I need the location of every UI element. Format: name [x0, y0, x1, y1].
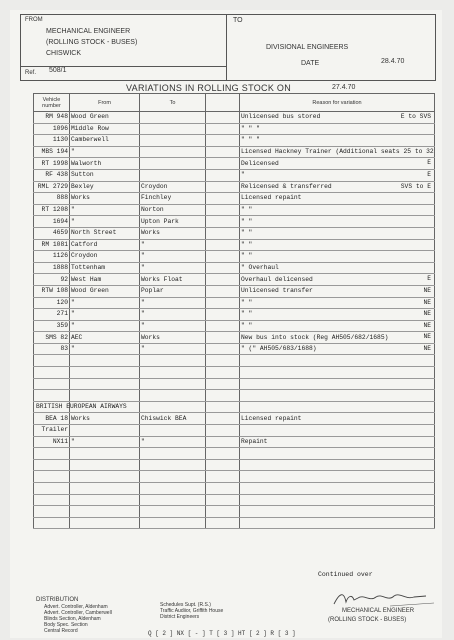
- table-row: [34, 343, 435, 355]
- from-line-3: CHISWICK: [46, 50, 81, 57]
- from-cell: [70, 506, 140, 518]
- to-cell: Works: [140, 227, 206, 239]
- table-row: [34, 494, 435, 506]
- reason-cell: " " ": [240, 123, 435, 135]
- vehicle-cell: BRITISH EUROPEAN AIRWAYS: [34, 401, 70, 413]
- to-cell: [140, 169, 206, 181]
- from-cell: [70, 471, 140, 483]
- col-from-header: From: [70, 94, 140, 112]
- col-to-header: To: [140, 94, 206, 112]
- blank-cell: [206, 425, 240, 437]
- to-cell: [140, 390, 206, 402]
- blank-cell: [206, 239, 240, 251]
- table-row: [34, 135, 435, 147]
- blank-cell: [206, 413, 240, 425]
- table-row: [34, 471, 435, 483]
- table-row: [34, 459, 435, 471]
- reason-cell: " " ": [240, 135, 435, 147]
- from-cell: Works: [70, 193, 140, 205]
- table-row: [34, 309, 435, 321]
- reason-cell: [240, 425, 435, 437]
- reason-cell: [240, 494, 435, 506]
- vehicle-cell: [34, 390, 70, 402]
- blank-cell: [206, 262, 240, 274]
- to-cell: [140, 146, 206, 158]
- signature-icon: [330, 588, 440, 610]
- reason-cell: [240, 517, 435, 529]
- from-cell: [70, 459, 140, 471]
- table-row: [34, 146, 435, 158]
- vehicle-cell: [34, 517, 70, 529]
- reason-cell: Delicensed E: [240, 158, 435, 170]
- vehicle-cell: [34, 367, 70, 379]
- vehicle-cell: RM 1081: [34, 239, 70, 251]
- to-value: DIVISIONAL ENGINEERS: [266, 44, 349, 51]
- to-cell: [140, 401, 206, 413]
- vehicle-cell: [34, 483, 70, 495]
- reason-cell: " ": [240, 216, 435, 228]
- table-row: [34, 181, 435, 193]
- to-cell: [140, 471, 206, 483]
- blank-cell: [206, 158, 240, 170]
- reason-cell: [240, 390, 435, 402]
- reason-cell: " ": [240, 239, 435, 251]
- to-cell: [140, 483, 206, 495]
- from-cell: [70, 390, 140, 402]
- signatory-role: MECHANICAL ENGINEER: [342, 608, 415, 614]
- reason-cell: [240, 448, 435, 460]
- from-cell: Croydon: [70, 251, 140, 263]
- vehicle-cell: 4659: [34, 227, 70, 239]
- vehicle-cell: [34, 494, 70, 506]
- vehicle-cell: 1130: [34, 135, 70, 147]
- table-row: [34, 285, 435, 297]
- vehicle-cell: MBS 194: [34, 146, 70, 158]
- blank-cell: [206, 390, 240, 402]
- to-cell: [140, 459, 206, 471]
- from-cell: [70, 355, 140, 367]
- vehicle-cell: BEA 18: [34, 413, 70, 425]
- variations-table: [33, 93, 435, 529]
- from-cell: [70, 483, 140, 495]
- licence-code-badge: NE: [423, 310, 431, 318]
- footer-codes: Q [ 2 ] NX [ - ] T [ 3 ] HT [ 2 ] R [ 3 ]: [148, 630, 296, 637]
- table-row: [34, 413, 435, 425]
- sheet-title: VARIATIONS IN ROLLING STOCK ON: [126, 83, 292, 93]
- reason-cell: Licensed repaint: [240, 413, 435, 425]
- from-line-2: (ROLLING STOCK - BUSES): [46, 39, 138, 46]
- licence-code-badge: E: [427, 170, 431, 178]
- vehicle-cell: SMS 82: [34, 332, 70, 344]
- date-value: 28.4.70: [381, 58, 405, 65]
- from-cell: [70, 448, 140, 460]
- table-row: [34, 390, 435, 402]
- vehicle-cell: 271: [34, 309, 70, 321]
- blank-cell: [206, 181, 240, 193]
- from-cell: Camberwell: [70, 135, 140, 147]
- from-cell: Walworth: [70, 158, 140, 170]
- vehicle-cell: [34, 506, 70, 518]
- from-cell: ": [70, 320, 140, 332]
- vehicle-cell: [34, 448, 70, 460]
- vehicle-cell: 1888: [34, 262, 70, 274]
- table-header-row: [34, 94, 435, 112]
- distribution-list-1: Advert. Controller, Aldenham Advert. Controller, Camberwell Blinds Section, Aldenham Body Spec. Section Central Record: [44, 604, 112, 634]
- vehicle-cell: Trailer: [34, 425, 70, 437]
- table-row: [34, 483, 435, 495]
- to-cell: ": [140, 262, 206, 274]
- table-row: [34, 297, 435, 309]
- from-cell: Sutton: [70, 169, 140, 181]
- col-blank-header: [206, 94, 240, 112]
- reason-cell: Unlicensed transfer NE: [240, 285, 435, 297]
- blank-cell: [206, 367, 240, 379]
- blank-cell: [206, 297, 240, 309]
- from-cell: [70, 425, 140, 437]
- reason-cell: [240, 378, 435, 390]
- to-cell: Works Float: [140, 274, 206, 286]
- from-cell: ": [70, 216, 140, 228]
- table-row: [34, 227, 435, 239]
- from-cell: ": [70, 309, 140, 321]
- to-cell: [140, 506, 206, 518]
- to-cell: ": [140, 251, 206, 263]
- blank-cell: [206, 401, 240, 413]
- table-row: [34, 204, 435, 216]
- blank-cell: [206, 355, 240, 367]
- to-cell: Poplar: [140, 285, 206, 297]
- vehicle-cell: 1694: [34, 216, 70, 228]
- table-row: [34, 436, 435, 448]
- to-label: TO: [233, 17, 243, 24]
- from-label: FROM: [25, 17, 43, 23]
- to-cell: ": [140, 436, 206, 448]
- blank-cell: [206, 459, 240, 471]
- to-cell: ": [140, 320, 206, 332]
- reason-cell: Repaint: [240, 436, 435, 448]
- blank-cell: [206, 146, 240, 158]
- blank-cell: [206, 471, 240, 483]
- licence-code-badge: NE: [423, 286, 431, 294]
- to-cell: [140, 367, 206, 379]
- table-row: [34, 239, 435, 251]
- from-cell: ": [70, 204, 140, 216]
- to-cell: Works: [140, 332, 206, 344]
- table-row: [34, 274, 435, 286]
- to-cell: Upton Park: [140, 216, 206, 228]
- to-cell: [140, 135, 206, 147]
- to-cell: [140, 494, 206, 506]
- vehicle-cell: RT 1208: [34, 204, 70, 216]
- table-row: [34, 251, 435, 263]
- to-cell: [140, 123, 206, 135]
- vehicle-cell: 359: [34, 320, 70, 332]
- vehicle-cell: 1096: [34, 123, 70, 135]
- vehicle-cell: RF 438: [34, 169, 70, 181]
- licence-code-badge: NE: [423, 298, 431, 306]
- table-row: [34, 367, 435, 379]
- from-cell: Wood Green: [70, 285, 140, 297]
- blank-cell: [206, 216, 240, 228]
- licence-code-badge: E: [427, 275, 431, 283]
- vehicle-cell: [34, 378, 70, 390]
- blank-cell: [206, 343, 240, 355]
- table-row: [34, 123, 435, 135]
- reason-cell: " " NE: [240, 309, 435, 321]
- table-row: [34, 355, 435, 367]
- blank-cell: [206, 169, 240, 181]
- licence-code-badge: NE: [423, 333, 431, 341]
- licence-code-badge: NE: [423, 321, 431, 329]
- table-row: [34, 378, 435, 390]
- sheet-date: 27.4.70: [332, 84, 356, 91]
- continued-over: Continued over: [318, 571, 373, 578]
- from-cell: [70, 494, 140, 506]
- reason-cell: [240, 471, 435, 483]
- reason-cell: [240, 483, 435, 495]
- reason-cell: New bus into stock (Reg AH505/682/1685) NE: [240, 332, 435, 344]
- from-cell: ": [70, 146, 140, 158]
- licence-code-badge: NE: [423, 344, 431, 352]
- distribution-title: DISTRIBUTION: [36, 597, 79, 603]
- table-row: [34, 169, 435, 181]
- from-cell: [70, 517, 140, 529]
- ref-value: 508/1: [49, 67, 67, 74]
- to-cell: ": [140, 309, 206, 321]
- to-cell: [140, 517, 206, 529]
- to-cell: [140, 425, 206, 437]
- reason-cell: Unlicensed bus stored E to SVS: [240, 112, 435, 124]
- reason-cell: [240, 459, 435, 471]
- reason-cell: Overhaul delicensed E: [240, 274, 435, 286]
- licence-code-badge: E: [427, 159, 431, 167]
- vehicle-cell: RTW 108: [34, 285, 70, 297]
- licence-code-badge: E to SVS: [400, 113, 431, 120]
- from-line-1: MECHANICAL ENGINEER: [46, 28, 131, 35]
- header-divider: [226, 15, 227, 80]
- from-cell: ": [70, 343, 140, 355]
- blank-cell: [206, 332, 240, 344]
- ref-label: Ref.: [25, 70, 37, 76]
- reason-cell: " " NE: [240, 320, 435, 332]
- reason-cell: " E: [240, 169, 435, 181]
- to-cell: [140, 448, 206, 460]
- blank-cell: [206, 112, 240, 124]
- to-cell: ": [140, 297, 206, 309]
- from-cell: North Street: [70, 227, 140, 239]
- reason-cell: Licensed Hackney Trainer (Additional seats 25 to 32: [240, 146, 435, 158]
- to-cell: Chiswick BEA: [140, 413, 206, 425]
- reason-cell: [240, 401, 435, 413]
- blank-cell: [206, 251, 240, 263]
- from-cell: [70, 367, 140, 379]
- blank-cell: [206, 506, 240, 518]
- table-row: [34, 193, 435, 205]
- table-row: [34, 158, 435, 170]
- blank-cell: [206, 448, 240, 460]
- blank-cell: [206, 436, 240, 448]
- reason-cell: " " NE: [240, 297, 435, 309]
- from-cell: Catford: [70, 239, 140, 251]
- blank-cell: [206, 135, 240, 147]
- reason-cell: [240, 506, 435, 518]
- to-cell: Norton: [140, 204, 206, 216]
- reason-cell: " ": [240, 251, 435, 263]
- table-row: [34, 320, 435, 332]
- vehicle-cell: 888: [34, 193, 70, 205]
- blank-cell: [206, 378, 240, 390]
- vehicle-cell: [34, 459, 70, 471]
- vehicle-cell: RML 2729: [34, 181, 70, 193]
- blank-cell: [206, 309, 240, 321]
- table-row: [34, 401, 435, 413]
- reason-cell: [240, 355, 435, 367]
- table-row: [34, 332, 435, 344]
- from-cell: ": [70, 297, 140, 309]
- from-cell: Works: [70, 413, 140, 425]
- table-row: [34, 216, 435, 228]
- vehicle-cell: [34, 471, 70, 483]
- table-body: [34, 112, 435, 529]
- to-cell: [140, 112, 206, 124]
- from-cell: AEC: [70, 332, 140, 344]
- signatory-dept: (ROLLING STOCK - BUSES): [328, 617, 407, 623]
- licence-code-badge: SVS to E: [400, 182, 431, 190]
- blank-cell: [206, 193, 240, 205]
- blank-cell: [206, 123, 240, 135]
- to-cell: [140, 355, 206, 367]
- col-vehicle-header: Vehicle number: [34, 94, 70, 112]
- blank-cell: [206, 517, 240, 529]
- to-cell: [140, 158, 206, 170]
- reason-cell: " ": [240, 204, 435, 216]
- distribution-list-2: Schedules Supt. (R.S.) Traffic Audiior, Griffith House District Engineers: [160, 602, 224, 620]
- blank-cell: [206, 274, 240, 286]
- vehicle-cell: NX11: [34, 436, 70, 448]
- to-cell: ": [140, 239, 206, 251]
- vehicle-cell: [34, 355, 70, 367]
- from-cell: [70, 378, 140, 390]
- table-row: [34, 517, 435, 529]
- col-reason-header: Reason for variation: [240, 94, 435, 112]
- memo-header: [20, 14, 436, 81]
- blank-cell: [206, 320, 240, 332]
- to-cell: Finchley: [140, 193, 206, 205]
- to-cell: ": [140, 343, 206, 355]
- to-cell: Croydon: [140, 181, 206, 193]
- reason-cell: Licensed repaint: [240, 193, 435, 205]
- blank-cell: [206, 494, 240, 506]
- reason-cell: [240, 367, 435, 379]
- from-cell: ": [70, 436, 140, 448]
- reason-cell: " ": [240, 227, 435, 239]
- table-row: [34, 506, 435, 518]
- reason-cell: " Overhaul: [240, 262, 435, 274]
- vehicle-cell: 92: [34, 274, 70, 286]
- table-row: [34, 448, 435, 460]
- from-cell: Middle Row: [70, 123, 140, 135]
- from-cell: Bexley: [70, 181, 140, 193]
- blank-cell: [206, 227, 240, 239]
- blank-cell: [206, 204, 240, 216]
- vehicle-cell: RM 948: [34, 112, 70, 124]
- reason-cell: " (" AH505/683/1688) NE: [240, 343, 435, 355]
- table-row: [34, 425, 435, 437]
- vehicle-cell: 83: [34, 343, 70, 355]
- from-cell: Wood Green: [70, 112, 140, 124]
- to-cell: [140, 378, 206, 390]
- from-cell: West Ham: [70, 274, 140, 286]
- vehicle-cell: RT 1998: [34, 158, 70, 170]
- vehicle-cell: 120: [34, 297, 70, 309]
- table-row: [34, 112, 435, 124]
- reason-cell: Relicensed & transferred SVS to E: [240, 181, 435, 193]
- blank-cell: [206, 285, 240, 297]
- blank-cell: [206, 483, 240, 495]
- table-row: [34, 262, 435, 274]
- date-label: DATE: [301, 60, 320, 67]
- from-cell: Tottenham: [70, 262, 140, 274]
- vehicle-cell: 1126: [34, 251, 70, 263]
